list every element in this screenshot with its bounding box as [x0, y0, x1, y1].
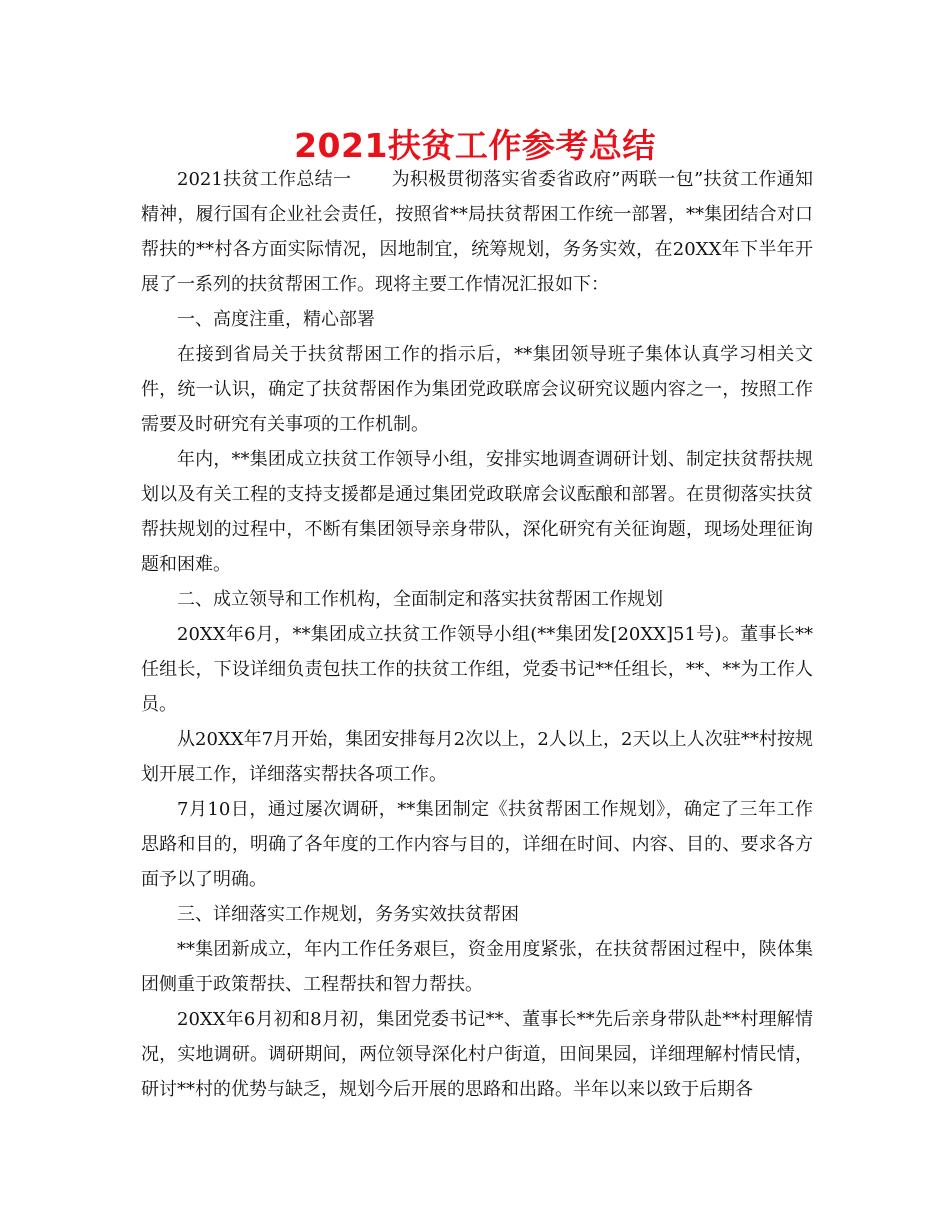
section-heading-2: 二、成立领导和工作机构，全面制定和落实扶贫帮困工作规划 [177, 589, 663, 610]
intro-text: 为积极贯彻落实省委省政府”两联一包”扶贫工作通知精神，履行国有企业社会责任，按照省**局扶贫帮困工作统一部署，**集团结合对口帮扶的**村各方面实际情况，因地制宜，统筹规划，务务实效，在20XX年下半年开展了一系列的扶贫帮困工作。现将主要工作情况汇报如下： [141, 169, 814, 295]
section-heading-1: 一、高度注重，精心部署 [177, 309, 375, 330]
document-title: 2021扶贫工作参考总结 [294, 126, 656, 165]
paragraph-intro [141, 162, 813, 302]
section-heading-3: 三、详细落实工作规划，务务实效扶贫帮困 [177, 904, 519, 925]
intro-lead: 2021扶贫工作总结一 [177, 169, 352, 190]
paragraph: 20XX年6月，**集团成立扶贫工作领导小组(**集团发[20XX]51号)。董事长**任组长，下设详细负责包扶工作的扶贫工作组，党委书记**任组长，**、**为工作人员。 [141, 624, 813, 715]
paragraph: 年内，**集团成立扶贫工作领导小组，安排实地调查调研计划、制定扶贫帮扶规划以及有关工程的支持支援都是通过集团党政联席会议酝酿和部署。在贯彻落实扶贫帮扶规划的过程中，不断有集团领导亲身带队，深化研究有关征询题，现场处理征询题和困难。 [141, 449, 813, 575]
paragraph: 在接到省局关于扶贫帮困工作的指示后，**集团领导班子集体认真学习相关文件，统一认识，确定了扶贫帮困作为集团党政联席会议研究议题内容之一，按照工作需要及时研究有关事项的工作机制。 [141, 344, 813, 435]
paragraph: 从20XX年7月开始，集团安排每月2次以上，2人以上，2天以上人次驻**村按规划开展工作，详细落实帮扶各项工作。 [141, 729, 813, 785]
paragraph: **集团新成立，年内工作任务艰巨，资金用度紧张，在扶贫帮困过程中，陕体集团侧重于政策帮扶、工程帮扶和智力帮扶。 [141, 939, 813, 995]
paragraph: 7月10日，通过屡次调研，**集团制定《扶贫帮困工作规划》，确定了三年工作思路和目的，明确了各年度的工作内容与目的，详细在时间、内容、目的、要求各方面予以了明确。 [141, 799, 813, 890]
paragraph: 20XX年6月初和8月初，集团党委书记**、董事长**先后亲身带队赴**村理解情况，实地调研。调研期间，两位领导深化村户街道，田间果园，详细理解村情民情，研讨**村的优势与缺乏，规划今后开展的思路和出路。半年以来以致于后期各 [141, 1009, 813, 1100]
document-body [141, 162, 813, 1107]
